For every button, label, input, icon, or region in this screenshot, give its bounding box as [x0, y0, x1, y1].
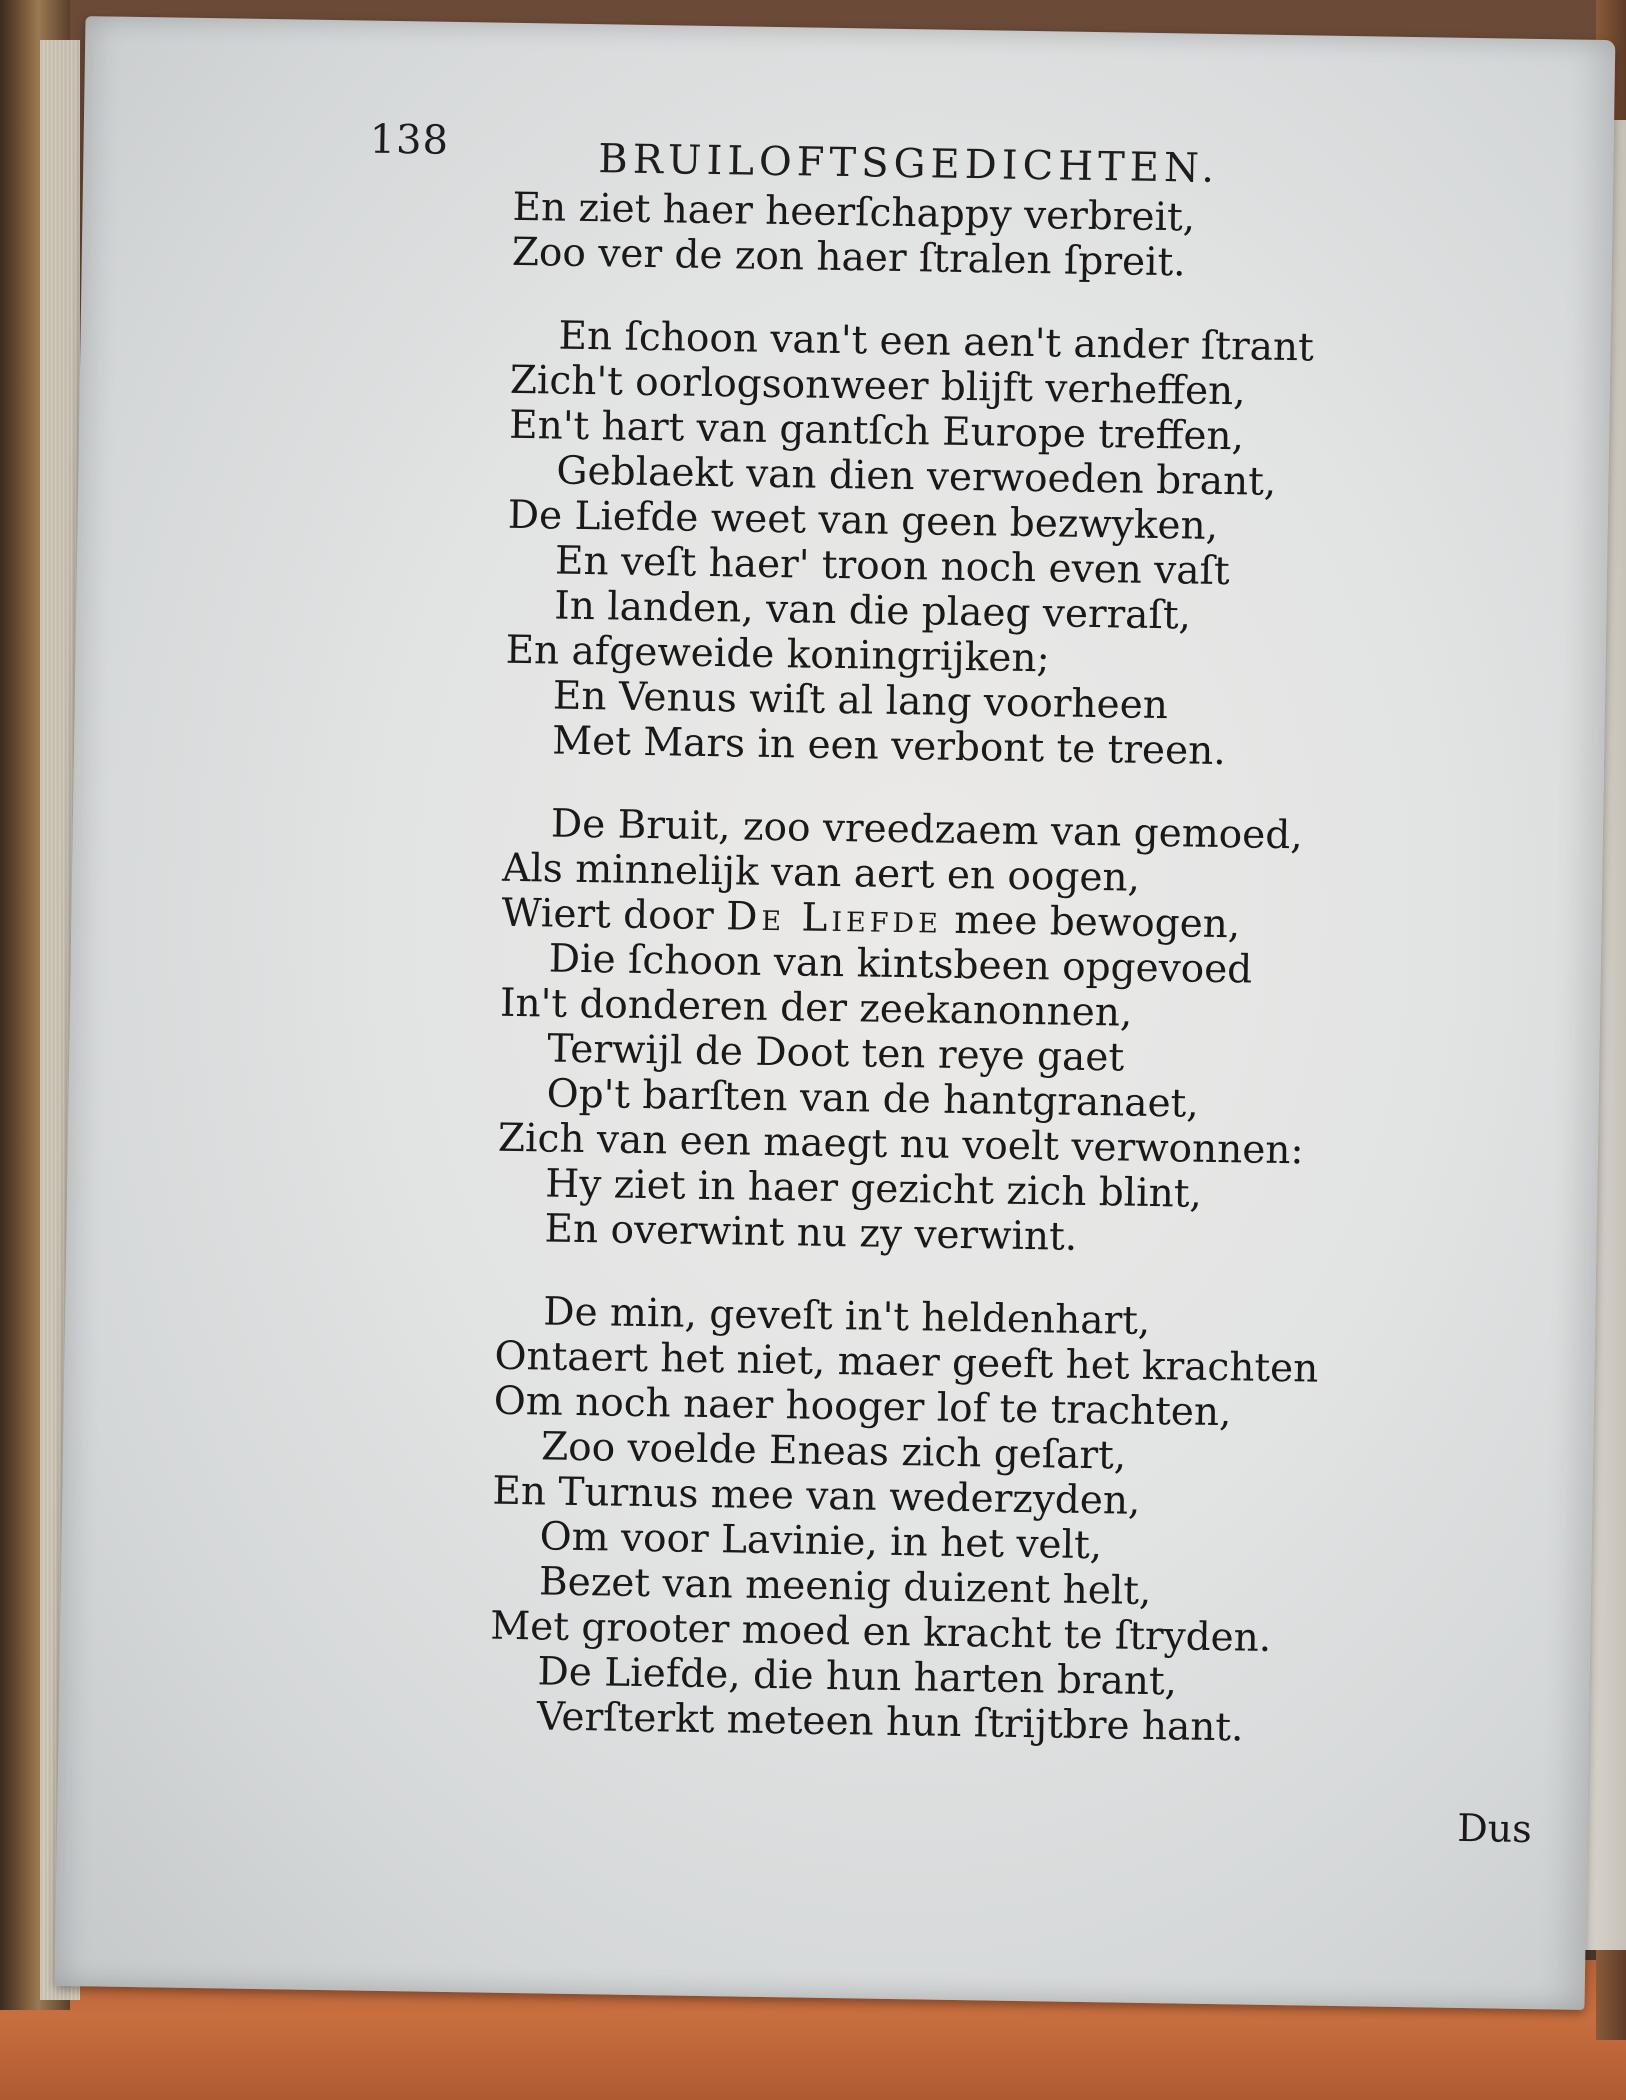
poem-line: En Venus wiſt al lang voorheen [552, 673, 1169, 729]
poem-line: Om voor Lavinie, in het velt, [539, 1514, 1103, 1569]
poem-line: Die ſchoon van kintsbeen opgevoed [548, 936, 1253, 993]
poem-line: Hy ziet in haer gezicht zich blint, [544, 1161, 1203, 1217]
poem [488, 185, 1463, 1792]
poem-line: In landen, van die plaeg verraſt, [554, 583, 1192, 639]
poem-line: Ontaert het niet, maer geeft het krachten [494, 1333, 1319, 1392]
small-caps-phrase: De Liefde [725, 894, 943, 943]
poem-line: En ziet haer heerſchappy verbreit, [512, 184, 1196, 241]
poem-line: Zoo voelde Eneas zich geſart, [540, 1424, 1127, 1479]
poem-line: Bezet van meenig duizent helt, [538, 1559, 1152, 1615]
poem-line: De min, geveſt in't heldenhart, [542, 1289, 1151, 1344]
poem-line: En't hart van gantſch Europe treffen, [508, 402, 1245, 460]
poem-line: Terwijl de Doot ten reye gaet [547, 1026, 1125, 1081]
poem-line: En ſchoon van't een aen't ander ſtrant [558, 313, 1315, 371]
page-number: 138 [369, 116, 450, 164]
stanza-4 [489, 1289, 1446, 1754]
poem-line: Om noch naer hooger lof te trachten, [493, 1378, 1232, 1436]
poem-line: Geblaekt van dien verwoeden brant, [556, 448, 1277, 505]
poem-line: En Turnus mee van wederzyden, [492, 1468, 1141, 1524]
catchword: Dus [1456, 1805, 1533, 1852]
poem-line: De Bruit, zoo vreedzaem van gemoed, [550, 801, 1304, 859]
book-page [55, 16, 1616, 2010]
poem-line: Op't barſten van de hantgranaet, [546, 1071, 1200, 1127]
line-end: mee bewogen, [953, 897, 1241, 948]
poem-line: In't donderen der zeekanonnen, [499, 980, 1133, 1036]
poem-line: Zoo ver de zon haer ſtralen ſpreit. [511, 229, 1187, 286]
poem-line: De Liefde, die hun harten brant, [537, 1649, 1178, 1705]
stanza-3 [496, 801, 1453, 1266]
poem-line: Als minnelijk van aert en oogen, [501, 845, 1141, 901]
poem-line: Zich't oorlogsonweer blijft verheffen, [509, 357, 1246, 415]
poem-line: Met Mars in een verbont te treen. [551, 718, 1227, 775]
poem-line: De Liefde weet van geen bezwyken, [507, 492, 1219, 549]
poem-line: En overwint nu zy verwint. [544, 1206, 1078, 1260]
poem-line: En veſt haer' troon noch even vaſt [554, 538, 1230, 595]
running-head: BRUILOFTSGEDICHTEN. [598, 136, 1220, 192]
poem-line: Verſterkt meteen hun ſtrijtbre hant. [536, 1694, 1244, 1751]
line-start: Wiert door [501, 890, 715, 940]
poem-line: Zich van een maegt nu voelt verwonnen: [497, 1115, 1304, 1174]
stanza-1 [512, 185, 1463, 290]
poem-line: Met grooter moed en kracht te ſtryden. [489, 1603, 1272, 1661]
stanza-2 [504, 313, 1461, 778]
poem-line: En afgeweide koningrijken; [505, 627, 1051, 682]
